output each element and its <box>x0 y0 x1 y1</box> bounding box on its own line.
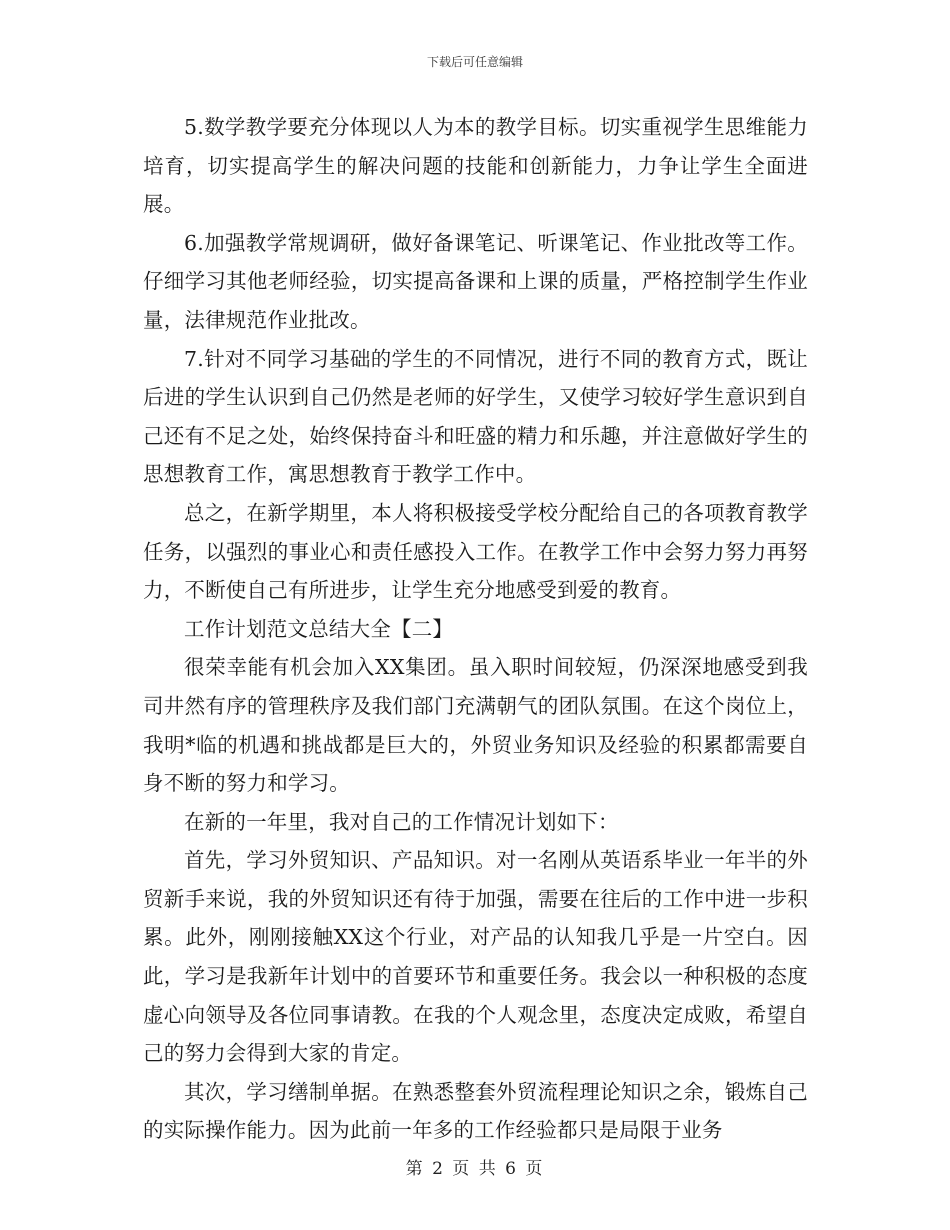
page-footer: 第 2 页 共 6 页 <box>405 1159 545 1179</box>
paragraph-second: 其次，学习缮制单据。在熟悉整套外贸流程理论知识之余，锻炼自己的实际操作能力。因为此前一年多的工作经验都只是局限于业务 <box>143 1079 808 1143</box>
paragraph-item-6: 6.加强教学常规调研，做好备课笔记、听课笔记、作业批改等工作。仔细学习其他老师经验，切实提高备课和上课的质量，严格控制学生作业量，法律规范作业批改。 <box>143 230 808 332</box>
page-header: 下载后可任意编辑 <box>426 55 523 69</box>
paragraph-first: 首先，学习外贸知识、产品知识。对一名刚从英语系毕业一年半的外贸新手来说，我的外贸知识还有待于加强，需要在往后的工作中进一步积累。此外，刚刚接触XX这个行业，对产品的认知我几乎是一片空白。因此，学习是我新年计划中的首要环节和重要任务。我会以一种积极的态度虚心向领导及各位同事请教。在我的个人观念里，态度决定成败，希望自己的努力会得到大家的肯定。 <box>143 848 808 1066</box>
paragraph-summary: 总之，在新学期里，本人将积极接受学校分配给自己的各项教育教学任务，以强烈的事业心和责任感投入工作。在教学工作中会努力努力再努力，不断使自己有所进步，让学生充分地感受到爱的教育。 <box>143 500 808 603</box>
paragraph-plan-lead: 在新的一年里，我对自己的工作情况计划如下： <box>184 809 619 834</box>
section-heading: 工作计划范文总结大全【二】 <box>184 616 454 641</box>
paragraph-intro: 很荣幸能有机会加入XX集团。虽入职时间较短，仍深深地感受到我司井然有序的管理秩序及我们部门充满朝气的团队氛围。在这个岗位上，我明*临的机遇和挑战都是巨大的，外贸业务知识及经验的积累都需要自身不断的努力和学习。 <box>143 655 808 796</box>
document-body <box>143 108 808 1150</box>
paragraph-item-7: 7.针对不同学习基础的学生的不同情况，进行不同的教育方式，既让后进的学生认识到自己仍然是老师的好学生，又使学习较好学生意识到自己还有不足之处，始终保持奋斗和旺盛的精力和乐趣，并注意做好学生的思想教育工作，寓思想教育于教学工作中。 <box>143 346 808 487</box>
paragraph-item-5: 5.数学教学要充分体现以人为本的教学目标。切实重视学生思维能力培育，切实提高学生的解决问题的技能和创新能力，力争让学生全面进展。 <box>143 115 808 217</box>
